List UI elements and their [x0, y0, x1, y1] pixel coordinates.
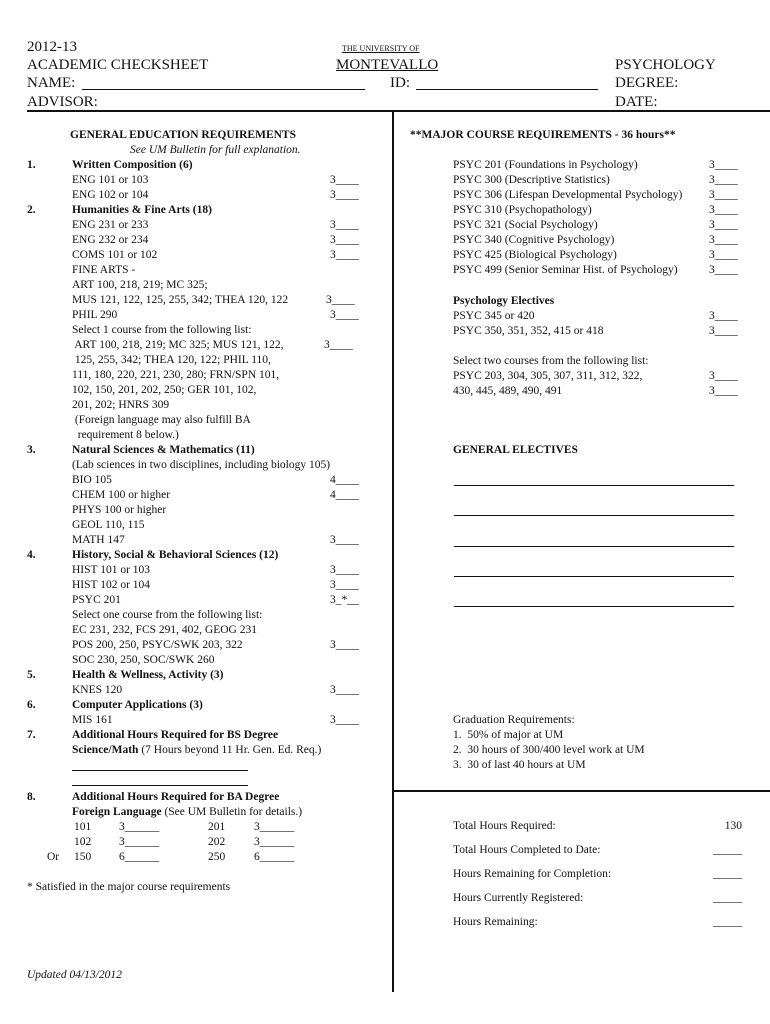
elective-blank[interactable]	[454, 485, 734, 486]
course-line: (Lab sciences in two disciplines, including biology 105)	[72, 459, 331, 471]
elective-blank[interactable]	[454, 546, 734, 547]
major-course-name: PSYC 321 (Social Psychology)	[453, 219, 598, 231]
section-title: Humanities & Fine Arts (18)	[72, 204, 212, 216]
course-line: ENG 102 or 104	[72, 189, 149, 201]
fl-prefix: Or	[47, 851, 60, 863]
gen-ed-heading: GENERAL EDUCATION REQUIREMENTS	[70, 129, 296, 141]
course-line: BIO 105	[72, 474, 112, 486]
credit-blank[interactable]: 3____	[330, 714, 359, 726]
course-line: PHYS 100 or higher	[72, 504, 167, 516]
general-electives-heading: GENERAL ELECTIVES	[453, 444, 578, 456]
column-divider	[392, 112, 394, 992]
total-value[interactable]: _____	[713, 868, 742, 880]
section-title: History, Social & Behavioral Sciences (12)	[72, 549, 279, 561]
credit-blank[interactable]: 4____	[330, 489, 359, 501]
fl-course: 202	[208, 836, 226, 848]
course-line: PSYC 350, 351, 352, 415 or 418	[453, 325, 604, 337]
credit-blank[interactable]: 3____	[330, 564, 359, 576]
credit-blank[interactable]: 3____	[330, 534, 359, 546]
credit-blank[interactable]: 3____	[330, 174, 359, 186]
section-subtitle	[72, 805, 302, 820]
course-line: POS 200, 250, PSYC/SWK 203, 322	[72, 639, 243, 651]
course-line: ENG 101 or 103	[72, 174, 149, 186]
course-line: CHEM 100 or higher	[72, 489, 171, 501]
fl-credit-blank[interactable]: 6______	[119, 851, 160, 863]
credit-blank[interactable]: 3____	[324, 339, 353, 351]
section-number: 3.	[27, 444, 36, 456]
section-title: Health & Wellness, Activity (3)	[72, 669, 224, 681]
credit-blank[interactable]: 3____	[330, 249, 359, 261]
credit-blank[interactable]: 3____	[709, 370, 738, 382]
fl-course: 201	[208, 821, 226, 833]
graduation-heading: Graduation Requirements:	[453, 714, 575, 726]
graduation-item: 1. 50% of major at UM	[453, 729, 564, 741]
credit-blank[interactable]: 3____	[709, 234, 738, 246]
total-value: 130	[724, 820, 742, 832]
course-line: MIS 161	[72, 714, 113, 726]
course-line: PSYC 345 or 420	[453, 310, 535, 322]
course-line: 430, 445, 489, 490, 491	[453, 385, 563, 397]
total-value[interactable]: _____	[713, 844, 742, 856]
id-field[interactable]	[416, 89, 598, 90]
updated-date: Updated 04/13/2012	[27, 969, 122, 981]
credit-blank[interactable]: 3____	[709, 204, 738, 216]
section-number: 4.	[27, 549, 36, 561]
bs-hours-blank[interactable]	[72, 770, 248, 771]
course-line: PHIL 290	[72, 309, 118, 321]
major-course-name: PSYC 306 (Lifespan Developmental Psychology)	[453, 189, 683, 201]
credit-blank[interactable]: 3____	[330, 234, 359, 246]
date-label: DATE:	[615, 94, 658, 110]
section-title-continued: Foreign Language	[72, 806, 162, 818]
electives-heading: Psychology Electives	[453, 295, 555, 307]
section-note: (See UM Bulletin for details.)	[161, 806, 303, 818]
university-small-label: THE UNIVERSITY OF	[342, 44, 420, 53]
elective-blank[interactable]	[454, 606, 734, 607]
credit-blank[interactable]: 3____	[330, 579, 359, 591]
section-number: 1.	[27, 159, 36, 171]
graduation-item: 2. 30 hours of 300/400 level work at UM	[453, 744, 645, 756]
gen-ed-subheading: See UM Bulletin for full explanation.	[130, 144, 301, 156]
course-line: Select one course from the following list:	[72, 609, 263, 621]
section-number: 6.	[27, 699, 36, 711]
major-course-name: PSYC 340 (Cognitive Psychology)	[453, 234, 615, 246]
fl-credit-blank[interactable]: 3______	[119, 821, 160, 833]
name-label: NAME:	[27, 75, 76, 91]
credit-blank[interactable]: 3____	[330, 309, 359, 321]
major-name: PSYCHOLOGY	[615, 57, 716, 73]
select-two-label: Select two courses from the following list:	[453, 355, 649, 367]
course-line: SOC 230, 250, SOC/SWK 260	[72, 654, 215, 666]
major-course-name: PSYC 499 (Senior Seminar Hist. of Psychology)	[453, 264, 678, 276]
course-line: PSYC 201	[72, 594, 121, 606]
course-line: MUS 121, 122, 125, 255, 342; THEA 120, 122	[72, 294, 289, 306]
course-line: 201, 202; HNRS 309	[72, 399, 170, 411]
credit-blank[interactable]: 3____	[330, 189, 359, 201]
university-name: MONTEVALLO	[336, 57, 439, 73]
name-field[interactable]	[82, 89, 365, 90]
section-title-continued: Science/Math	[72, 744, 139, 756]
document-title: ACADEMIC CHECKSHEET	[27, 57, 209, 73]
major-course-name: PSYC 300 (Descriptive Statistics)	[453, 174, 610, 186]
fl-course: 250	[208, 851, 226, 863]
course-line: ENG 231 or 233	[72, 219, 149, 231]
total-value[interactable]: _____	[713, 892, 742, 904]
total-label: Hours Remaining:	[453, 916, 538, 928]
fl-course: 102	[74, 836, 92, 848]
credit-blank[interactable]: 3____	[709, 174, 738, 186]
course-line: 111, 180, 220, 221, 230, 280; FRN/SPN 101,	[72, 369, 280, 381]
year: 2012-13	[27, 39, 77, 55]
elective-blank[interactable]	[454, 576, 734, 577]
course-line: Select 1 course from the following list:	[72, 324, 252, 336]
fl-course: 150	[74, 851, 92, 863]
graduation-item: 3. 30 of last 40 hours at UM	[453, 759, 586, 771]
course-line: 102, 150, 201, 202, 250; GER 101, 102,	[72, 384, 257, 396]
course-line: ART 100, 218, 219; MC 325; MUS 121, 122,	[72, 339, 284, 351]
elective-blank[interactable]	[454, 515, 734, 516]
section-number: 2.	[27, 204, 36, 216]
total-value[interactable]: _____	[713, 916, 742, 928]
course-line: requirement 8 below.)	[72, 429, 179, 441]
major-course-name: PSYC 310 (Psychopathology)	[453, 204, 592, 216]
course-line: ART 100, 218, 219; MC 325;	[72, 279, 208, 291]
course-line: HIST 102 or 104	[72, 579, 151, 591]
advisor-label: ADVISOR:	[27, 94, 98, 110]
section-title: Computer Applications (3)	[72, 699, 203, 711]
course-line: MATH 147	[72, 534, 125, 546]
fl-credit-blank[interactable]: 3______	[254, 836, 295, 848]
course-line: 125, 255, 342; THEA 120, 122; PHIL 110,	[72, 354, 271, 366]
course-line: KNES 120	[72, 684, 123, 696]
credit-blank[interactable]: 3____	[709, 159, 738, 171]
total-label: Hours Currently Registered:	[453, 892, 584, 904]
id-label: ID:	[390, 75, 410, 91]
credit-blank[interactable]: 3____	[709, 189, 738, 201]
section-number: 5.	[27, 669, 36, 681]
credit-blank[interactable]: 4____	[330, 474, 359, 486]
course-line: PSYC 203, 304, 305, 307, 311, 312, 322,	[453, 370, 643, 382]
section-note: (7 Hours beyond 11 Hr. Gen. Ed. Req.)	[138, 744, 322, 756]
course-line: ENG 232 or 234	[72, 234, 149, 246]
total-label: Total Hours Required:	[453, 820, 556, 832]
course-line: GEOL 110, 115	[72, 519, 145, 531]
fl-course: 101	[74, 821, 92, 833]
course-line: FINE ARTS -	[72, 264, 136, 276]
credit-blank[interactable]: 3____	[709, 325, 738, 337]
section-title: Additional Hours Required for BS Degree	[72, 729, 279, 741]
fl-credit-blank[interactable]: 3______	[254, 821, 295, 833]
credit-blank[interactable]: 3_*__	[330, 594, 359, 606]
total-label: Hours Remaining for Completion:	[453, 868, 612, 880]
credit-blank[interactable]: 3____	[709, 219, 738, 231]
credit-blank[interactable]: 3____	[709, 249, 738, 261]
fl-credit-blank[interactable]: 3______	[119, 836, 160, 848]
section-title: Additional Hours Required for BA Degree	[72, 791, 280, 803]
course-line: EC 231, 232, FCS 291, 402, GEOG 231	[72, 624, 257, 636]
major-heading: **MAJOR COURSE REQUIREMENTS - 36 hours**	[410, 129, 676, 141]
bs-hours-blank[interactable]	[72, 785, 248, 786]
credit-blank[interactable]: 3____	[709, 385, 738, 397]
major-course-name: PSYC 425 (Biological Psychology)	[453, 249, 617, 261]
section-title: Written Composition (6)	[72, 159, 193, 171]
fl-credit-blank[interactable]: 6______	[254, 851, 295, 863]
course-line: COMS 101 or 102	[72, 249, 158, 261]
credit-blank[interactable]: 3____	[330, 219, 359, 231]
footnote: * Satisfied in the major course requirements	[27, 881, 231, 893]
credit-blank[interactable]: 3____	[330, 684, 359, 696]
credit-blank[interactable]: 3____	[709, 310, 738, 322]
course-line: (Foreign language may also fulfill BA	[72, 414, 251, 426]
total-label: Total Hours Completed to Date:	[453, 844, 601, 856]
totals-divider	[394, 790, 770, 792]
credit-blank[interactable]: 3____	[330, 639, 359, 651]
section-number: 8.	[27, 791, 36, 803]
section-number: 7.	[27, 729, 36, 741]
header-divider	[27, 110, 770, 112]
degree-label: DEGREE:	[615, 75, 679, 91]
credit-blank[interactable]: 3____	[326, 294, 355, 306]
major-course-name: PSYC 201 (Foundations in Psychology)	[453, 159, 638, 171]
credit-blank[interactable]: 3____	[709, 264, 738, 276]
course-line: HIST 101 or 103	[72, 564, 151, 576]
section-title: Natural Sciences & Mathematics (11)	[72, 444, 255, 456]
section-subtitle	[72, 743, 321, 758]
